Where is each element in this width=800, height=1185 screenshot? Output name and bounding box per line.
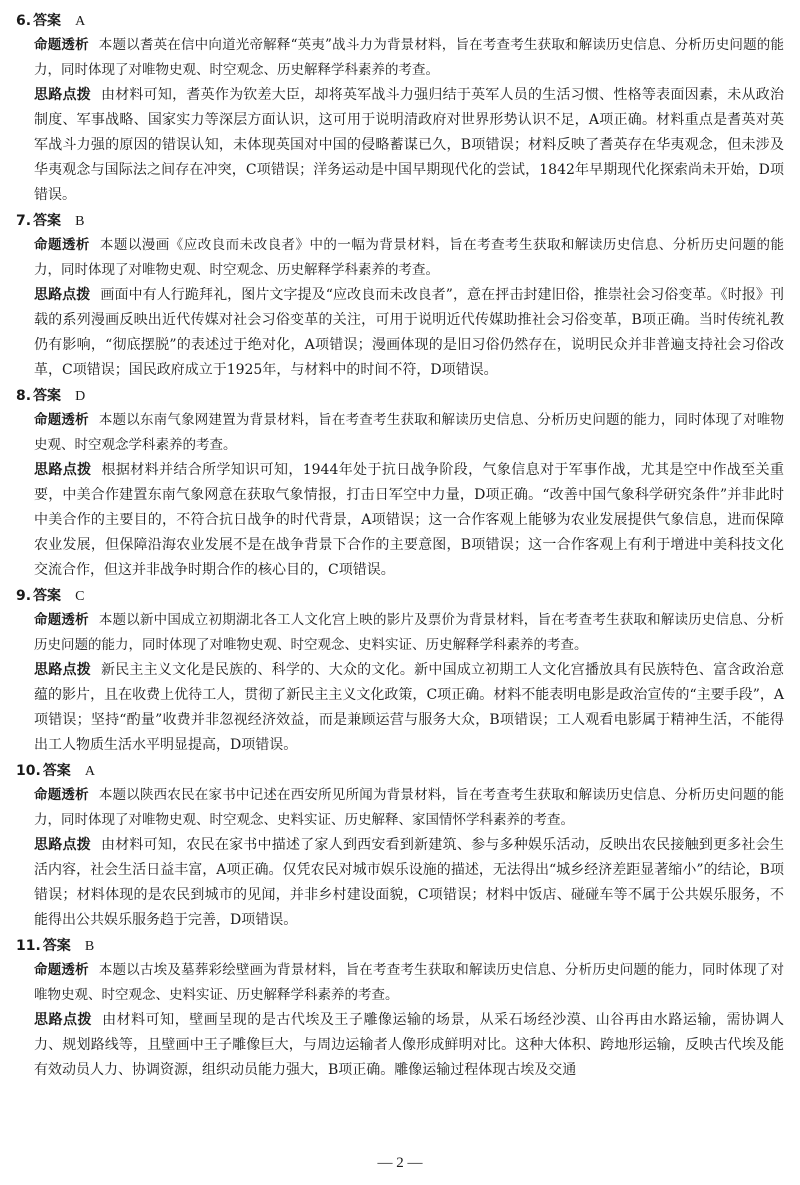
explanation-section [16, 658, 784, 758]
question-number: 7. [16, 213, 32, 229]
analysis-text: 本题以耆英在信中向道光帝解释“英夷”战斗力为背景材料，旨在考查考生获取和解读历史信息、分析历史问题的能力，同时体现了对唯物史观、时空观念、历史解释学科素养的考查。 [34, 37, 784, 78]
analysis-text: 本题以古埃及墓葬彩绘壁画为背景材料，旨在考查考生获取和解读历史信息、分析历史问题的能力，同时体现了对唯物史观、时空观念、史料实证、历史解释学科素养的考查。 [34, 962, 785, 1003]
question-number: 6. [16, 13, 32, 29]
explanation-text: 根据材料并结合所学知识可知，1944年处于抗日战争阶段，气象信息对于军事作战，尤其是空中作战至关重要，中美合作建置东南气象网意在获取气象情报，打击日军空中力量，D项正确。“改善中国气象科学研究条件”并非此时中美合作的主要目的，不符合抗日战争的时代背景，A项错误；这一合作客观上能够为农业发展提供气象信息，进而保障农业发展，但保障沿海农业发展不是在战争背景下合作的主要意图，B项错误；这一合作客观上有利于增进中美科技文化交流合作，但这并非战争时期合作的核心目的，C项错误。 [34, 462, 784, 578]
answer-label: 答案 [42, 763, 71, 779]
explanation-text: 画面中有人行跪拜礼，图片文字提及“应改良而未改良者”，意在抨击封建旧俗，推崇社会习俗变革。《时报》刊载的系列漫画反映出近代传媒对社会习俗变革的关注，可用于说明近代传媒助推社会习俗变革，B项正确。当时传统礼教仍有影响，“彻底摆脱”的表述过于绝对化，A项错误；漫画体现的是旧习俗仍然存在，说明民众并非普遍支持社会习俗改革，C项错误；国民政府成立于1925年，与材料中的时间不符，D项错误。 [34, 287, 785, 378]
question-6 [16, 10, 784, 208]
explanation-text: 新民主主义文化是民族的、科学的、大众的文化。新中国成立初期工人文化宫播放具有民族特色、富含政治意蕴的影片，且在收费上优待工人，贯彻了新民主主义文化政策，C项正确。材料不能表明电影是政治宣传的“主要手段”，A项错误；坚持“酌量”收费并非忽视经济效益，而是兼顾运营与服务大众，B项错误；工人观看电影属于精神生活，不能得出工人物质生活水平明显提高，D项错误。 [34, 662, 785, 753]
explanation-text: 由材料可知，耆英作为钦差大臣，却将英军战斗力强归结于英军人员的生活习惯、性格等表面因素，未从政治制度、军事战略、国家实力等深层方面认识，这可用于说明清政府对世界形势认识不足，A项正确。材料重点是耆英对英军战斗力强的原因的错误认知，未体现英国对中国的侵略蓄谋已久，B项错误；材料反映了耆英存在华夷观念，但未涉及华夷观念与国际法之间存在冲突，C项错误；洋务运动是中国早期现代化的尝试，1842年早期现代化探索尚未开始，D项错误。 [34, 87, 785, 203]
question-header [16, 210, 784, 233]
answer-value: B [75, 214, 85, 229]
analysis-text: 本题以新中国成立初期湖北各工人文化宫上映的影片及票价为背景材料，旨在考查考生获取和解读历史信息、分析历史问题的能力，同时体现了对唯物史观、时空观念、史料实证、历史解释学科素养的考查。 [34, 612, 785, 653]
explanation-text: 由材料可知，壁画呈现的是古代埃及王子雕像运输的场景，从采石场经沙漠、山谷再由水路运输，需协调人力、规划路线等，且壁画中王子雕像巨大，与周边运输者人像形成鲜明对比。这种大体积、跨地形运输，反映古代埃及能有效动员人力、协调资源，组织动员能力强大，B项正确。雕像运输过程体现古埃及交通 [34, 1012, 785, 1078]
explanation-section [16, 83, 784, 208]
analysis-section [16, 33, 784, 83]
analysis-section [16, 958, 784, 1008]
analysis-label: 命题透析 [34, 962, 89, 978]
analysis-label: 命题透析 [34, 787, 89, 803]
question-header [16, 10, 784, 33]
explanation-label: 思路点拨 [34, 287, 91, 303]
question-number: 9. [16, 588, 32, 604]
answer-label: 答案 [33, 388, 62, 404]
answer-value: D [75, 389, 86, 404]
explanation-label: 思路点拨 [34, 462, 92, 478]
answer-value: C [75, 589, 85, 604]
explanation-label: 思路点拨 [34, 87, 91, 103]
answer-label: 答案 [42, 938, 71, 954]
explanation-section [16, 1008, 784, 1083]
analysis-label: 命题透析 [34, 412, 89, 428]
question-10 [16, 760, 784, 933]
question-number: 8. [16, 388, 32, 404]
question-header [16, 585, 784, 608]
explanation-label: 思路点拨 [34, 1012, 93, 1028]
analysis-text: 本题以陕西农民在家书中记述在西安所见所闻为背景材料，旨在考查考生获取和解读历史信息、分析历史问题的能力，同时体现了对唯物史观、时空观念、史料实证、历史解释、家国情怀学科素养的考查。 [34, 787, 785, 828]
question-number: 11. [16, 938, 41, 954]
explanation-label: 思路点拨 [34, 837, 91, 853]
answer-value: B [84, 939, 95, 954]
explanation-section [16, 283, 784, 383]
answer-label: 答案 [33, 13, 62, 29]
question-9 [16, 585, 784, 758]
analysis-text: 本题以东南气象网建置为背景材料，旨在考查考生获取和解读历史信息、分析历史问题的能力，同时体现了对唯物史观、时空观念学科素养的考查。 [34, 412, 785, 453]
answer-label: 答案 [33, 588, 62, 604]
explanation-section [16, 833, 784, 933]
explanation-label: 思路点拨 [34, 662, 91, 678]
analysis-section [16, 608, 784, 658]
analysis-label: 命题透析 [34, 612, 89, 628]
analysis-section [16, 233, 784, 283]
answer-value: A [75, 14, 86, 29]
answer-value: A [84, 764, 95, 779]
analysis-section [16, 783, 784, 833]
page-number: — 2 — [377, 1155, 423, 1171]
question-8 [16, 385, 784, 583]
analysis-section [16, 408, 784, 458]
question-number: 10. [16, 763, 41, 779]
explanation-section [16, 458, 784, 583]
analysis-text: 本题以漫画《应改良而未改良者》中的一幅为背景材料，旨在考查考生获取和解读历史信息、分析历史问题的能力，同时体现了对唯物史观、时空观念、历史解释学科素养的考查。 [34, 237, 785, 278]
answer-label: 答案 [33, 213, 62, 229]
question-7 [16, 210, 784, 383]
question-header [16, 760, 784, 783]
question-header [16, 935, 784, 958]
analysis-label: 命题透析 [34, 37, 89, 53]
question-11 [16, 935, 784, 1083]
question-header [16, 385, 784, 408]
explanation-text: 由材料可知，农民在家书中描述了家人到西安看到新建筑、参与多种娱乐活动，反映出农民接触到更多社会生活内容，社会生活日益丰富，A项正确。仅凭农民对城市娱乐设施的描述，无法得出“城乡经济差距显著缩小”的结论，B项错误；材料体现的是农民到城市的见闻，并非乡村建设面貌，C项错误；材料中饭店、碰碰车等不属于公共娱乐服务，不能得出公共娱乐服务趋于完善，D项错误。 [34, 837, 785, 928]
analysis-label: 命题透析 [34, 237, 90, 253]
